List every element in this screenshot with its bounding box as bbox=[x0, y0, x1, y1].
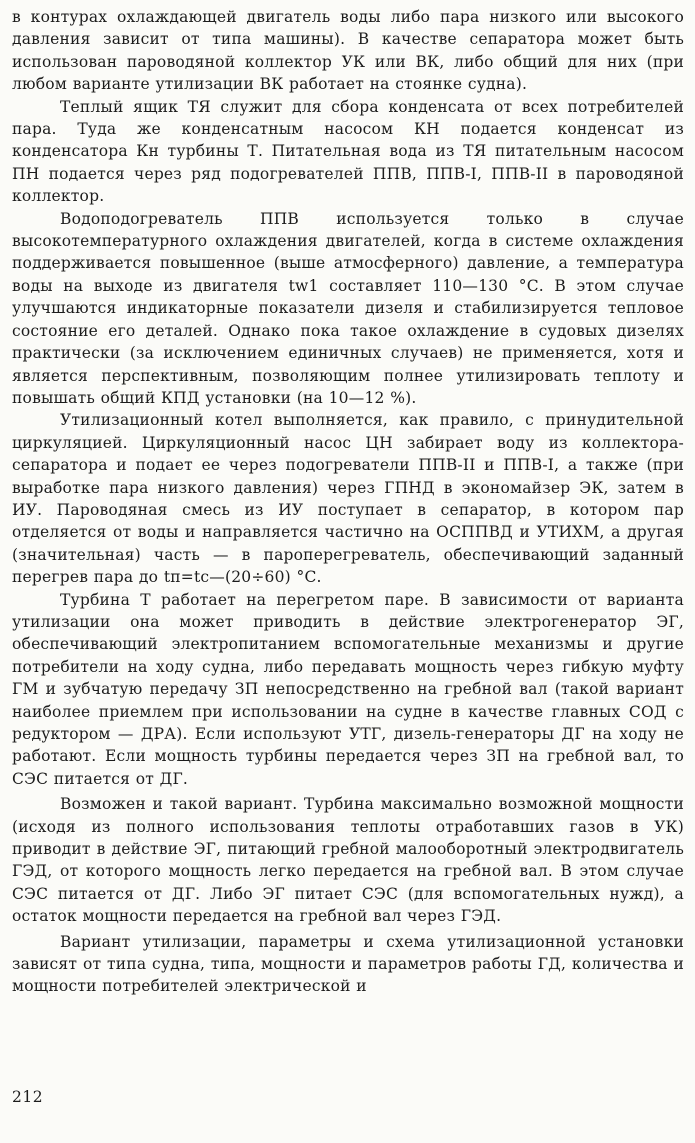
paragraph-6: Возможен и такой вариант. Турбина максимально возможной мощности (исходя из полного использования теплоты отработавших газов в УК) приводит в действие ЭГ, питающий гребной малооборотный электродвигатель ГЭД, от которого мощность легко передается на гребной вал. В этом случае СЭС питается от ДГ. Либо ЭГ питает СЭС (для вспомогательных нужд), а остаток мощности передается на гребной вал через ГЭД. bbox=[12, 795, 684, 926]
paragraph-1: в контурах охлаждающей двигатель воды либо пара низкого или высокого давления зависит от типа машины). В качестве сепаратора может быть использован пароводяной коллектор УК или ВК, либо общий для них (при любом варианте утилизации ВК работает на стоянке судна). bbox=[12, 8, 684, 94]
paragraph-4: Утилизационный котел выполняется, как правило, с принудительной циркуляцией. Циркуляционный насос ЦН забирает воду из коллектора-сепаратора и подает ее через подогреватели ППВ-II и ППВ-I, а также (при выработке пара низкого давления) через ГПНД в экономайзер ЭК, затем в ИУ. Пароводяная смесь из ИУ поступает в сепаратор, в котором пар отделяется от воды и направляется частично на ОСППВД и УТИХМ, а другая (значительная) часть — в пароперегреватель, обеспечивающий заданный перегрев пара до tп=tс—(20÷60) °С. bbox=[12, 411, 684, 587]
paragraph-7: Вариант утилизации, параметры и схема утилизационной установки зависят от типа судна, типа, мощности и параметров работы ГД, количества и мощности потребителей электрической и bbox=[12, 932, 684, 996]
body-text bbox=[12, 6, 684, 998]
page-number: 212 bbox=[12, 1088, 44, 1106]
paragraph-5: Турбина Т работает на перегретом паре. В зависимости от варианта утилизации она может приводить в действие электрогенератор ЭГ, обеспечивающий электропитанием вспомогательные механизмы и другие потребители на ходу судна, либо передавать мощность через гибкую муфту ГМ и зубчатую передачу ЗП непосредственно на гребной вал (такой вариант наиболее приемлем при использовании на судне в качестве главных СОД с редуктором — ДРА). Если используют УТГ, дизель-генераторы ДГ на ходу не работают. Если мощность турбины передается через ЗП на гребной вал, то СЭС питается от ДГ. bbox=[12, 590, 684, 788]
paragraph-2: Теплый ящик ТЯ служит для сбора конденсата от всех потребителей пара. Туда же конденсатным насосом КН подается конденсат из конденсатора Кн турбины Т. Питательная вода из ТЯ питательным насосом ПН подается через ряд подогревателей ППВ, ППВ-I, ППВ-II в пароводяной коллектор. bbox=[12, 97, 684, 206]
paragraph-3: Водоподогреватель ППВ используется только в случае высокотемпературного охлаждения двигателей, когда в системе охлаждения поддерживается повышенное (выше атмосферного) давление, а температура воды на выходе из двигателя tw1 составляет 110—130 °С. В этом случае улучшаются индикаторные показатели дизеля и стабилизируется тепловое состояние его деталей. Однако пока такое охлаждение в судовых дизелях практически (за исключением единичных случаев) не применяется, хотя и является перспективным, позволяющим полнее утилизировать теплоту и повышать общий КПД установки (на 10—12 %). bbox=[12, 209, 684, 407]
